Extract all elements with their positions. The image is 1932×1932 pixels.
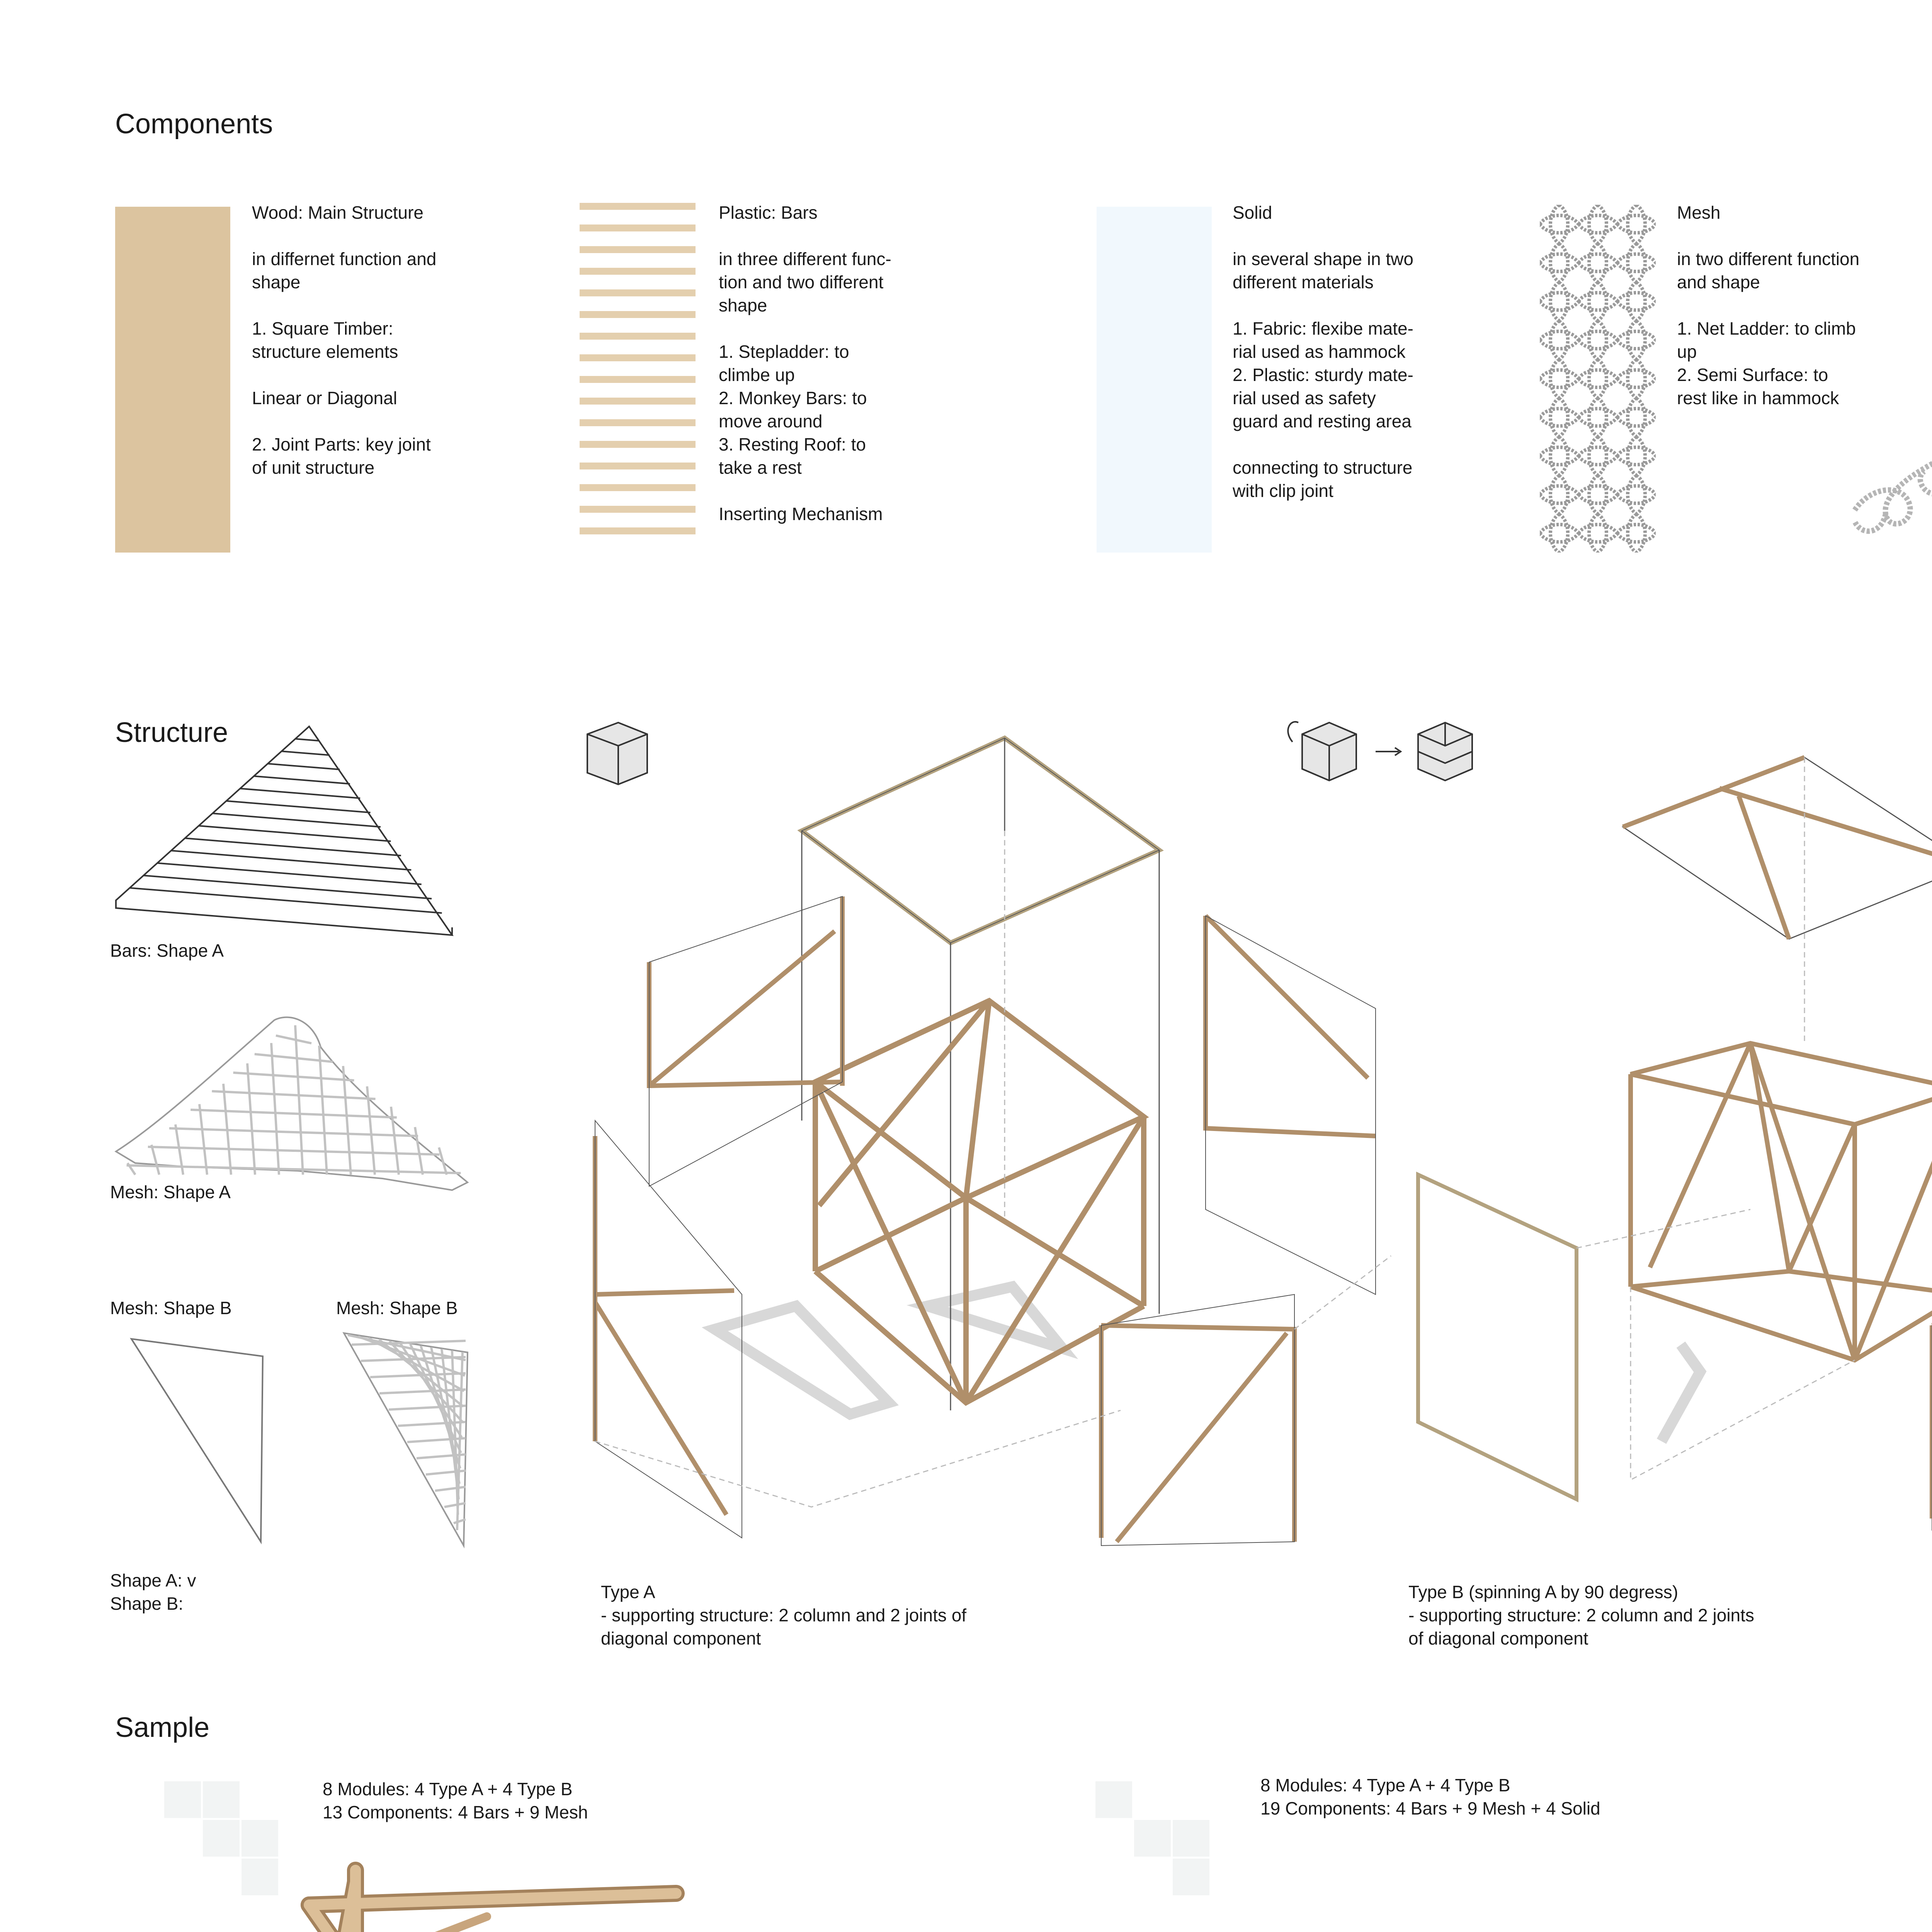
- bars-shape-a-label: Bars: Shape A: [110, 940, 224, 961]
- mesh-shape-b-drawing: [336, 1329, 491, 1561]
- plastic-bars-swatch: [580, 203, 699, 551]
- components-title: Components: [115, 109, 273, 139]
- mesh-shape-b-outline: [128, 1333, 282, 1549]
- solid-title: Solid: [1233, 202, 1272, 223]
- sample-right-caption: 8 Modules: 4 Type A + 4 Type B 19 Components: 4 Bars + 9 Mesh + 4 Solid: [1260, 1775, 1600, 1818]
- shape-legend: Shape A: v Shape B:: [110, 1570, 196, 1614]
- solid-swatch: [1097, 207, 1212, 553]
- solid-description: in several shape in two different materials 1. Fabric: flexibe mate- rial used as hammock 2. Plastic: sturdy mate- rial used as safety guard and resting area connecting to structure with clip joint: [1233, 249, 1413, 501]
- bars-shape-a-drawing: [108, 723, 460, 947]
- mesh-shape-b-label-2: Mesh: Shape B: [336, 1298, 458, 1318]
- wood-swatch: [115, 207, 230, 553]
- type-b-caption: Type B (spinning A by 90 degress) - supporting structure: 2 column and 2 joints of diagonal component: [1408, 1582, 1754, 1648]
- sample-right-assembly: [1121, 1835, 1932, 1932]
- mesh-shape-a-label: Mesh: Shape A: [110, 1182, 231, 1202]
- mesh-title: Mesh: [1677, 202, 1721, 223]
- mesh-description: in two different function and shape 1. Net Ladder: to climb up 2. Semi Surface: to rest like in hammock: [1677, 249, 1860, 408]
- plastic-bars-description: in three different func- tion and two different shape 1. Stepladder: to climbe up 2. Monkey Bars: to move around 3. Resting Roof: to take a rest Inserting Mechanism: [719, 249, 891, 524]
- sample-left-caption: 8 Modules: 4 Type A + 4 Type B 13 Components: 4 Bars + 9 Mesh: [323, 1779, 588, 1822]
- sample-title: Sample: [115, 1712, 210, 1743]
- type-b-exploded-diagram: [1275, 707, 1932, 1557]
- wood-description: in differnet function and shape 1. Square Timber: structure elements Linear or Diagonal 2. Joint Parts: key joint of unit structure: [252, 249, 437, 478]
- sample-left-assembly: [147, 1847, 1036, 1932]
- structure-title: Structure: [115, 717, 228, 748]
- plastic-bars-title: Plastic: Bars: [719, 202, 818, 223]
- mesh-shape-b-label-1: Mesh: Shape B: [110, 1298, 232, 1318]
- rope-knot-icon: [1847, 444, 1932, 545]
- type-a-exploded-diagram: [580, 715, 1333, 1546]
- type-a-caption: Type A - supporting structure: 2 column and 2 joints of diagonal component: [601, 1582, 967, 1648]
- mesh-shape-a-drawing: [112, 997, 479, 1206]
- wood-title: Wood: Main Structure: [252, 202, 424, 223]
- mesh-swatch: [1540, 205, 1656, 553]
